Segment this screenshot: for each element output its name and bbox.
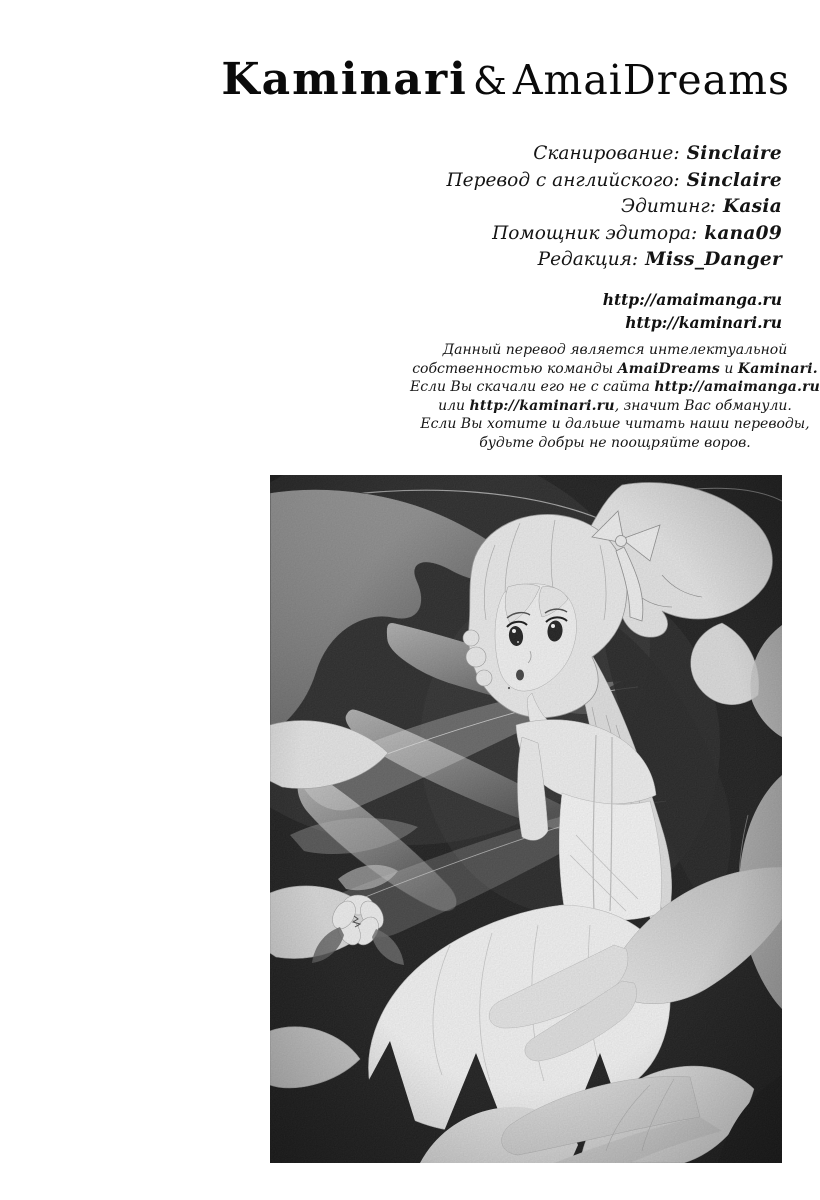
disclaimer-line: будьте добры не поощряйте воров. <box>479 434 751 451</box>
title-kaminari: Kaminari <box>221 54 468 105</box>
disclaimer-segment-bold: http://kaminari.ru <box>469 397 615 414</box>
page-title <box>221 54 790 105</box>
credit-label: Эдитинг: <box>620 196 716 217</box>
credit-name: Sinclaire <box>686 169 782 191</box>
credit-label: Сканирование: <box>533 143 680 164</box>
credit-name: Kasia <box>723 196 782 217</box>
credit-row-translation <box>447 168 782 195</box>
disclaimer-segment: и <box>719 360 738 377</box>
credit-name: Sinclaire <box>686 143 782 164</box>
disclaimer-segment: собственностью команды <box>412 360 618 377</box>
credit-label: Помощник эдитора: <box>492 222 698 244</box>
paper-grain-overlay <box>270 475 782 1163</box>
credit-row-scan <box>447 141 782 168</box>
credit-name: Miss_Danger <box>645 249 782 270</box>
disclaimer-segment-bold: Kaminari. <box>737 360 818 377</box>
disclaimer-line <box>412 360 818 379</box>
disclaimer-segment-bold: AmaiDreams <box>617 360 720 377</box>
disclaimer-line <box>410 378 820 397</box>
credit-label: Перевод с английского: <box>446 169 680 191</box>
disclaimer-line: Данный перевод является интелектуальной <box>442 342 788 358</box>
disclaimer-text <box>409 341 820 453</box>
site-urls <box>603 288 782 334</box>
disclaimer-line: Если Вы хотите и дальше читать наши переводы, <box>420 416 810 433</box>
disclaimer-segment: , значит Вас обманули. <box>614 397 792 414</box>
title-ampersand: & <box>472 59 508 103</box>
credit-label: Редакция: <box>537 249 639 270</box>
disclaimer-line <box>438 397 792 416</box>
url-kaminari: http://kaminari.ru <box>625 313 782 332</box>
credit-row-editing <box>447 194 782 221</box>
credit-row-assistant <box>447 221 782 248</box>
disclaimer-segment-bold: http://amaimanga.ru <box>654 379 820 396</box>
manga-artwork-svg <box>270 475 782 1163</box>
manga-illustration <box>270 475 782 1163</box>
title-amaidreams: AmaiDreams <box>512 56 790 104</box>
disclaimer-segment: или <box>438 397 470 414</box>
credit-name: kana09 <box>704 222 782 244</box>
credits-list <box>447 141 782 274</box>
url-amaimanga: http://amaimanga.ru <box>602 290 782 309</box>
credit-row-redaction <box>447 247 782 274</box>
disclaimer-segment: Если Вы скачали его не с сайта <box>409 379 655 396</box>
